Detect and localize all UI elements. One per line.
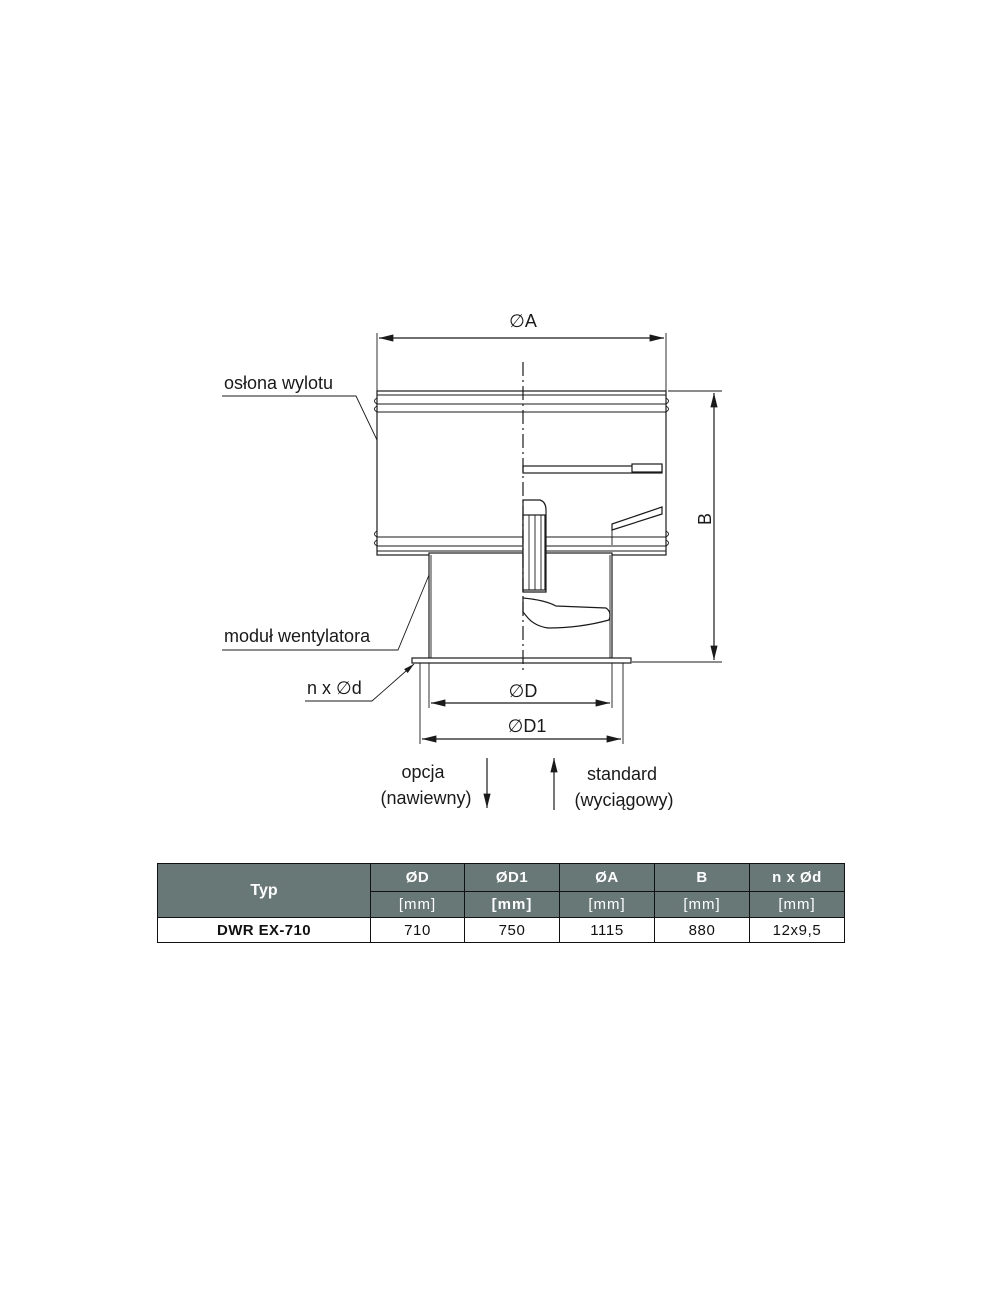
type-header: Typ [158,864,371,918]
dimension-d1-label: ∅D1 [507,716,547,736]
flow-option-supply [380,758,487,808]
unit-b: [mm] [655,892,750,918]
unit-holes: [mm] [750,892,845,918]
flow-standard-line2: (wyciągowy) [574,790,674,810]
dimension-b-label: B [695,512,715,526]
callout-outlet-hood-label: osłona wylotu [224,373,334,393]
value-b: 880 [655,918,750,943]
row-type-name: DWR EX-710 [158,918,371,943]
value-a: 1115 [560,918,655,943]
value-d1: 750 [465,918,560,943]
unit-d1: [mm] [465,892,560,918]
dimension-d-label: ∅D [508,681,538,701]
flow-standard-line1: standard [586,764,658,784]
flow-option-line2: (nawiewny) [380,788,472,808]
callout-outlet-hood [222,373,377,440]
flow-standard-exhaust [554,758,674,810]
col-header-b: B [655,864,750,892]
callout-fan-module [222,575,429,650]
callout-holes [305,664,414,701]
outlet-hood [375,391,669,555]
dimension-table [157,863,845,943]
col-header-a: ØA [560,864,655,892]
dimension-a-label: ∅A [509,311,537,331]
col-header-holes: n x Ød [750,864,845,892]
dimension-d [429,663,612,708]
unit-d: [mm] [371,892,465,918]
value-holes: 12x9,5 [750,918,845,943]
value-d: 710 [371,918,465,943]
col-header-d: ØD [371,864,465,892]
callout-holes-label: n x ∅d [307,678,362,698]
dimension-a [377,311,666,392]
table-row [158,918,845,943]
callout-fan-module-label: moduł wentylatora [224,626,371,646]
flow-option-line1: opcja [401,762,445,782]
col-header-d1: ØD1 [465,864,560,892]
unit-a: [mm] [560,892,655,918]
